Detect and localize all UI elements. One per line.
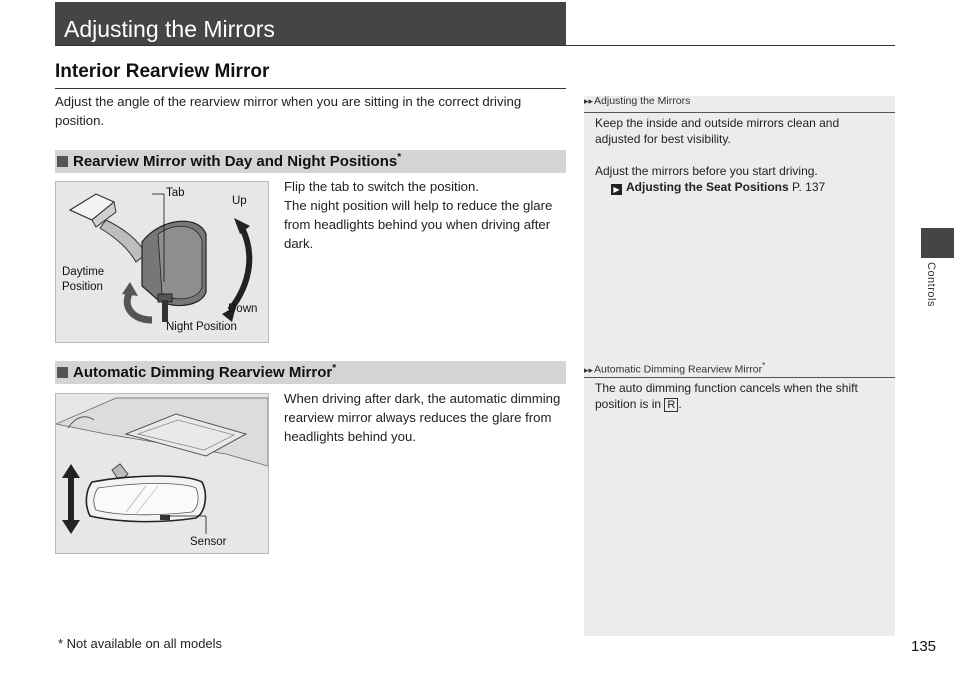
label-daytime-2: Position [62, 281, 103, 293]
section-title: Interior Rearview Mirror [55, 61, 270, 82]
section-divider [55, 88, 566, 89]
reference-page: P. 137 [792, 180, 826, 194]
label-tab: Tab [166, 187, 185, 199]
note-heading-text: Automatic Dimming Rearview Mirror [594, 363, 763, 376]
label-down: Down [228, 303, 258, 315]
note-auto-dimming-text [595, 380, 880, 412]
day-night-instruction: Flip the tab to switch the position. [284, 179, 479, 194]
title-divider [55, 45, 895, 46]
note-divider [584, 112, 895, 113]
note-period: . [678, 397, 682, 411]
reference-arrow-icon: ▶ [611, 184, 622, 195]
chapter-tab-label: Controls [925, 262, 937, 307]
subheading-auto-dimming-title: Automatic Dimming Rearview Mirror [73, 364, 333, 381]
subheading-day-night [55, 150, 566, 173]
auto-dimming-mirror-drawing [56, 394, 268, 553]
note-adjust-before-driving: Adjust the mirrors before you start driving. [595, 164, 818, 178]
double-chevron-icon: ▸▸ [584, 96, 594, 106]
note-clean-mirrors: Keep the inside and outside mirrors clean and adjusted for best visibility. [595, 116, 840, 146]
square-bullet-icon [57, 367, 68, 378]
double-chevron-icon: ▸▸ [584, 364, 594, 375]
day-night-mirror-illustration [55, 181, 269, 343]
note-auto-dimming-text-main: The auto dimming function cancels when the shift position is in [595, 381, 858, 411]
note-divider [584, 377, 895, 378]
night-position-description: The night position will help to reduce the glare from headlights behind you when driving after dark. [284, 198, 553, 251]
note-adjusting-mirrors-heading [584, 95, 895, 107]
note-auto-dimming-heading [584, 361, 895, 376]
subheading-auto-dimming [55, 361, 566, 384]
seat-positions-reference[interactable] [611, 179, 891, 195]
asterisk-mark: * [397, 152, 402, 163]
footnote: * Not available on all models [58, 636, 223, 651]
auto-dimming-description: When driving after dark, the automatic dimming rearview mirror always reduces the glare from headlights behind you. [284, 391, 561, 444]
note-heading-text: Adjusting the Mirrors [594, 95, 691, 107]
square-bullet-icon [57, 156, 68, 167]
reference-title[interactable]: Adjusting the Seat Positions [626, 180, 789, 194]
chapter-title-bar [55, 2, 566, 46]
section-intro: Adjust the angle of the rearview mirror when you are sitting in the correct driving position. [55, 94, 522, 128]
label-night-position: Night Position [166, 321, 237, 333]
chapter-title: Adjusting the Mirrors [64, 16, 275, 42]
auto-dimming-mirror-illustration [55, 393, 269, 554]
asterisk-mark: * [762, 361, 766, 370]
label-sensor: Sensor [190, 536, 227, 548]
label-up: Up [232, 195, 247, 207]
shift-position-r-icon: R [664, 398, 678, 412]
subheading-day-night-title: Rearview Mirror with Day and Night Positions [73, 153, 398, 170]
chapter-tab-marker [921, 228, 954, 258]
label-daytime-1: Daytime [62, 266, 105, 278]
page-number: 135 [911, 638, 937, 655]
asterisk-mark: * [332, 363, 337, 374]
